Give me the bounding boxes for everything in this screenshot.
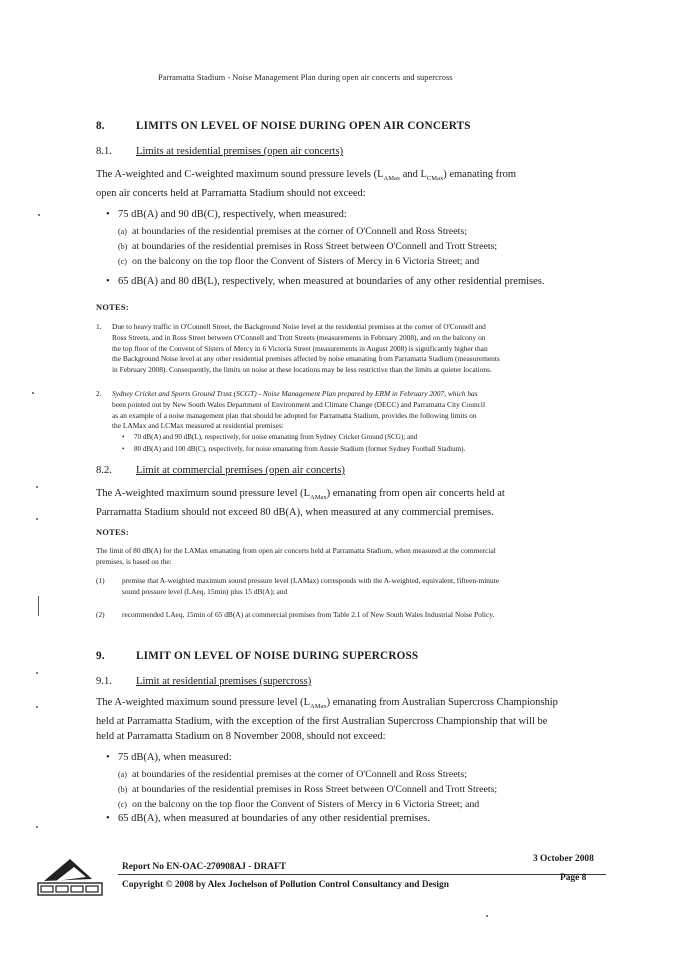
scan-speck (36, 486, 38, 488)
sub-list (118, 767, 638, 812)
list-item (118, 782, 638, 797)
note-line: Due to heavy traffic in O'Connell Street, the Background Noise level at the residential premises at the corner of O'Connell and (112, 322, 486, 331)
bullet-text: 75 dB(A) and 90 dB(C), respectively, when measured: (118, 209, 347, 220)
scan-speck (32, 392, 34, 394)
subscript: AMax (310, 494, 327, 502)
note-line: Ross Streets, and in Ross Street between O'Connell and Trott Streets (measurements in February 2008), and on the balcony on (112, 332, 486, 342)
company-logo (36, 853, 104, 899)
note-number: (2) (96, 610, 105, 619)
sub-list (118, 224, 638, 269)
note-line: been pointed out by New South Wales Department of Environment and Climate Change (DECC) and Parramatta City Council (112, 399, 486, 409)
subsection-9-1-heading (96, 676, 311, 687)
bullet-text: 65 dB(A), when measured at boundaries of any other residential premises. (118, 813, 430, 824)
bullet-icon: • (106, 209, 110, 220)
note-line: sound pressure level (LAeq, 15min) plus 15 dB(A); and (122, 586, 288, 596)
subsection-8-2-heading (96, 465, 345, 476)
bullet-text: 75 dB(A), when measured: (118, 752, 232, 763)
subsection-8-1-heading (96, 146, 343, 157)
note-number: 1. (96, 322, 102, 331)
bullet-icon: • (106, 813, 110, 824)
note-bullet (122, 445, 465, 453)
list-label: (a) (118, 770, 127, 779)
note-line: premise that A-weighted maximum sound pressure level (LAMax) corresponds with the A-weighted, equivalent, fifteen-minute (122, 576, 500, 585)
paragraph-8-2 (96, 486, 616, 520)
note-line: Sydney Cricket and Sports Ground Trust (SCGT) - Noise Management Plan prepared by ERM in February 2007, which has (112, 389, 478, 398)
subscript: AMax (310, 703, 327, 711)
list-text: at boundaries of the residential premises at the corner of O'Connell and Ross Streets; (132, 769, 467, 780)
bullet-icon: • (122, 433, 125, 441)
note-line: recommended LAeq, 15min of 65 dB(A) at commercial premises from Table 2.1 of New South Wales Industrial Noise Policy. (122, 610, 495, 619)
note-number: (1) (96, 576, 105, 585)
bullet-icon: • (122, 445, 125, 453)
text-run: ) emanating from (443, 169, 517, 180)
list-text: on the balcony on the top floor the Convent of Sisters of Mercy in 6 Victoria Street; and (132, 256, 480, 267)
scan-speck (36, 826, 38, 828)
section-number: 8. (96, 120, 105, 132)
notes-label: NOTES: (96, 528, 129, 537)
notes-label: NOTES: (96, 303, 129, 312)
bullet-item (106, 752, 232, 763)
footer-page-number: Page 8 (560, 873, 587, 883)
list-item (118, 224, 638, 239)
note-line: the Background Noise level at any other residential premises affected by noise emanating from Parramatta Stadium (measurements (112, 354, 500, 364)
footer-date: 3 October 2008 (533, 854, 594, 864)
subsection-number: 8.2. (96, 465, 112, 476)
note-bullet-text: 70 dB(A) and 90 dB(L), respectively, for noise emanating from Sydney Cricket Ground (SCG); and (134, 433, 418, 441)
text-run: and L (400, 169, 427, 180)
list-label: (b) (118, 242, 128, 251)
text-line: Parramatta Stadium should not exceed 80 dB(A), when measured at any commercial premises. (96, 507, 494, 519)
subsection-number: 9.1. (96, 676, 112, 687)
running-header: Parramatta Stadium - Noise Management Plan during open air concerts and supercross (158, 73, 453, 82)
text-run: The A-weighted maximum sound pressure level (L (96, 697, 311, 708)
note-line: the LAMax and LCMax measured at residential premises: (112, 421, 284, 431)
bullet-item (106, 276, 544, 287)
text-run: The A-weighted maximum sound pressure level (L (96, 488, 311, 499)
scan-speck (36, 706, 38, 708)
note-number: 2. (96, 389, 102, 398)
section-8-heading (96, 120, 471, 132)
list-text: at boundaries of the residential premises at the corner of O'Connell and Ross Streets; (132, 226, 467, 237)
list-label: (c) (118, 257, 127, 266)
footer-divider (118, 874, 606, 875)
list-text: on the balcony on the top floor the Convent of Sisters of Mercy in 6 Victoria Street; and (132, 799, 480, 810)
list-label: (a) (118, 227, 127, 236)
note-line: in February 2008). Consequently, the limits on noise at these locations may be less restrictive than the limits at quieter locations. (112, 365, 492, 375)
bullet-text: 65 dB(A) and 80 dB(L), respectively, when measured at boundaries of any other residential premises. (118, 276, 545, 287)
bullet-icon: • (106, 276, 110, 287)
list-label: (c) (118, 800, 127, 809)
list-text: at boundaries of the residential premises in Ross Street between O'Connell and Trott Streets; (132, 784, 498, 795)
list-text: at boundaries of the residential premises in Ross Street between O'Connell and Trott Streets; (132, 241, 498, 252)
paragraph-8-1 (96, 167, 616, 201)
note-bullet (122, 433, 417, 441)
note-line: The limit of 80 dB(A) for the LAMax emanating from open air concerts held at Parramatta Stadium, when measured at the commercial (96, 546, 496, 555)
paragraph-9-1 (96, 695, 616, 744)
note-item-2 (96, 610, 626, 621)
note-item-1 (96, 576, 626, 598)
list-item (118, 797, 638, 812)
text-line: open air concerts held at Parramatta Stadium should not exceed: (96, 188, 366, 200)
notes-intro (96, 546, 626, 568)
logo-icon (36, 853, 104, 899)
note-line: premises, is based on the: (96, 556, 172, 566)
bullet-item (106, 813, 430, 824)
text-run: ) emanating from open air concerts held at (326, 488, 505, 499)
note-line: as an example of a noise management plan that should be adopted for Parramatta Stadium, provides the following limits on (112, 410, 477, 420)
subsection-title: Limit at residential premises (supercross) (136, 676, 312, 687)
scan-speck (486, 915, 488, 917)
list-item (118, 254, 638, 269)
note-2 (96, 389, 626, 432)
note-1 (96, 322, 626, 376)
scan-speck (36, 518, 38, 520)
text-run: The A-weighted and C-weighted maximum sound pressure levels (L (96, 169, 384, 180)
footer-report-number: Report No EN-OAC-270908AJ - DRAFT (122, 862, 287, 872)
text-run: ) emanating from Australian Supercross Championship (326, 697, 558, 708)
bullet-item (106, 209, 347, 220)
section-title: LIMITS ON LEVEL OF NOISE DURING OPEN AIR CONCERTS (136, 120, 471, 132)
list-item (118, 239, 638, 254)
subsection-title: Limits at residential premises (open air concerts) (136, 146, 344, 157)
list-label: (b) (118, 785, 128, 794)
bullet-icon: • (106, 752, 110, 763)
text-line: held at Parramatta Stadium, with the exception of the first Australian Supercross Championship that will be (96, 716, 548, 728)
subscript: AMax (383, 175, 401, 183)
note-bullet-text: 80 dB(A) and 100 dB(C), respectively, for noise emanating from Aussie Stadium (former Sydney Football Stadium). (134, 445, 466, 453)
scan-speck (38, 214, 40, 216)
scan-speck (36, 672, 38, 674)
text-line: held at Parramatta Stadium on 8 November 2008, should not exceed: (96, 731, 386, 743)
note-line: the top floor of the Convent of Sisters of Mercy in 6 Victoria Street (measurements in August 2008) is significantly higher than (112, 343, 488, 353)
subsection-title: Limit at commercial premises (open air concerts) (136, 465, 345, 476)
section-9-heading (96, 650, 418, 662)
list-item (118, 767, 638, 782)
scan-speck (38, 596, 39, 616)
subsection-number: 8.1. (96, 146, 112, 157)
section-number: 9. (96, 650, 105, 662)
footer-copyright: Copyright © 2008 by Alex Jochelson of Pollution Control Consultancy and Design (122, 880, 449, 890)
section-title: LIMIT ON LEVEL OF NOISE DURING SUPERCROSS (136, 650, 419, 662)
subscript: CMax (426, 175, 444, 183)
